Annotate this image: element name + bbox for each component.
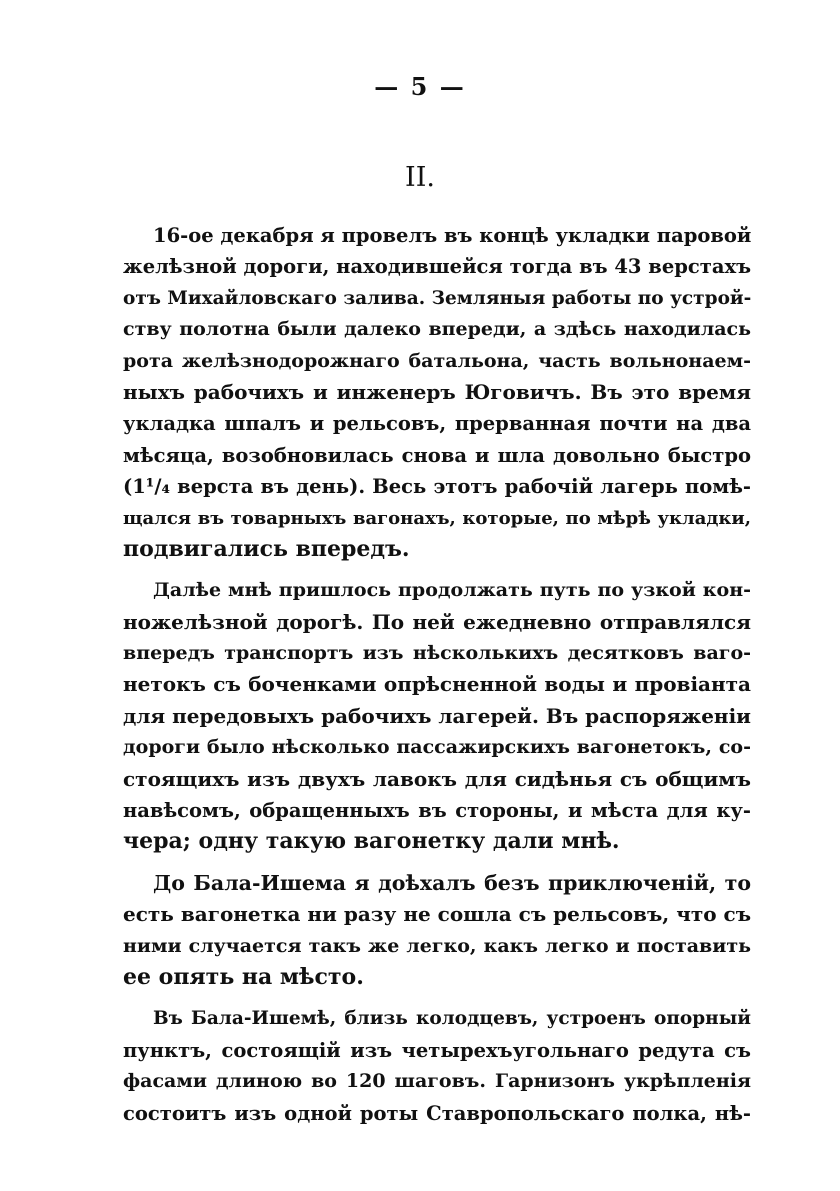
body-text xyxy=(123,220,751,1129)
text-line: укладка шпалъ и рельсовъ, прерванная почти на два xyxy=(123,412,751,436)
text-line: пунктъ, состоящій изъ четырехъугольнаго редута съ xyxy=(123,1038,751,1062)
text-line: для передовыхъ рабочихъ лагерей. Въ распоряженіи xyxy=(123,703,751,728)
text-line: ножелѣзной дорогѣ. По ней ежедневно отправлялся xyxy=(123,609,751,634)
text-line: подвигались впередъ. xyxy=(123,535,410,562)
text-line: мѣсяца, возобновилась снова и шла довольно быстро xyxy=(123,443,751,467)
text-line: 16-ое декабря я провелъ въ концѣ укладки паровой xyxy=(153,224,752,247)
paragraph xyxy=(123,1003,751,1129)
page-number: — 5 — xyxy=(374,72,466,101)
paragraph xyxy=(123,220,751,565)
paragraph xyxy=(123,575,751,858)
text-line: есть вагонетка ни разу не сошла съ рельсовъ, что съ xyxy=(123,902,752,927)
text-line: отъ Михайловскаго залива. Земляныя работы по устрой- xyxy=(123,287,752,309)
text-line: нетокъ съ боченками опрѣсненной воды и провіанта xyxy=(123,672,751,697)
text-line: фасами длиною во 120 шаговъ. Гарнизонъ укрѣпленія xyxy=(123,1070,751,1093)
text-line: дороги было нѣсколько пассажирскихъ вагонетокъ, со- xyxy=(123,736,751,759)
text-line: рота желѣзнодорожнаго батальона, часть вольнонаем- xyxy=(123,349,751,372)
text-line: Въ Бала-Ишемѣ, близь колодцевъ, устроенъ опорный xyxy=(153,1008,751,1030)
text-line: ству полотна были далеко впереди, а здѣсь находилась xyxy=(123,318,751,341)
text-line: стоящихъ изъ двухъ лавокъ для сидѣнья съ общимъ xyxy=(123,766,751,791)
text-line: ними случается такъ же легко, какъ легко и поставить xyxy=(123,934,751,957)
text-line: (1¹/₄ верста въ день). Весь этотъ рабочій лагерь помѣ- xyxy=(123,475,751,499)
text-line: желѣзной дороги, находившейся тогда въ 43 верстахъ xyxy=(123,255,752,279)
text-line: навѣсомъ, обращенныхъ въ стороны, и мѣста для ку- xyxy=(123,799,751,823)
chapter-heading: II. xyxy=(405,162,435,193)
text-line: ее опять на мѣсто. xyxy=(123,963,364,990)
text-line: состоитъ изъ одной роты Ставропольскаго полка, нѣ- xyxy=(123,1101,751,1125)
text-line: щался въ товарныхъ вагонахъ, которые, по мѣрѣ укладки, xyxy=(123,507,751,529)
paragraph xyxy=(123,868,751,994)
text-line: впередъ транспортъ изъ нѣсколькихъ десятковъ ваго- xyxy=(123,642,751,665)
text-line: ныхъ рабочихъ и инженеръ Юговичъ. Въ это время xyxy=(123,379,751,404)
text-line: Далѣе мнѣ пришлось продолжать путь по узкой кон- xyxy=(153,579,751,602)
text-line: До Бала-Ишема я доѣхалъ безъ приключеній, то xyxy=(153,870,751,895)
text-line: чера; одну такую вагонетку дали мнѣ. xyxy=(123,828,620,855)
